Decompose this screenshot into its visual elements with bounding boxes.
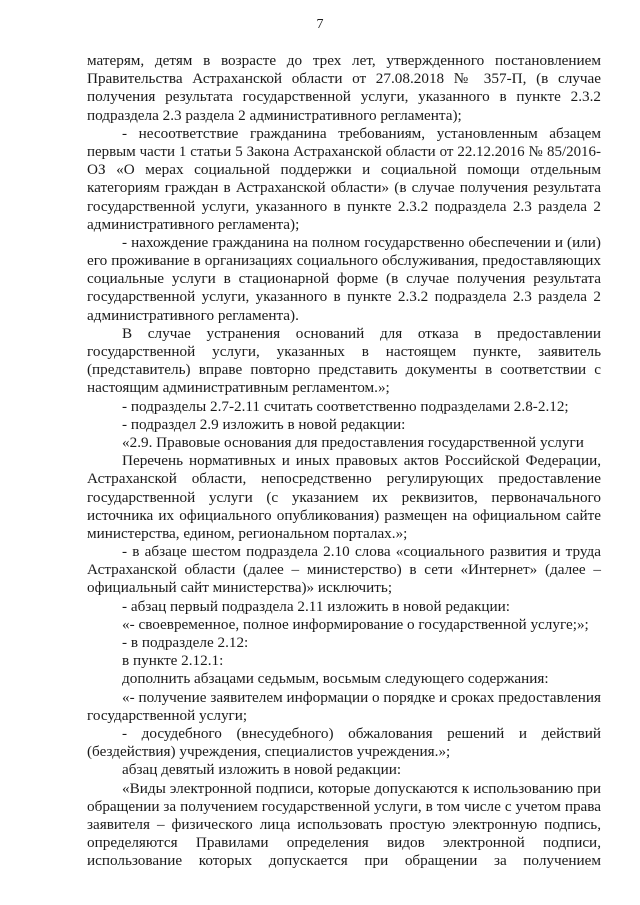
text-line: Астраханской области (далее – министерство) в сети «Интернет» (далее – <box>87 561 601 579</box>
text-line: государственной услуги (с указанием их реквизитов, первоначального <box>87 488 601 506</box>
text-line: социальные услуги в стационарной форме (в случае получения результата <box>87 270 601 288</box>
text-line: государственной услуги, указанного в пункте 2.3.2 подраздела 2.3 раздела 2 <box>87 197 601 215</box>
text-line: категориям граждан в Астраханской области» (в случае получения результата <box>87 179 601 197</box>
text-line: «- получение заявителем информации о порядке и сроках предоставления <box>122 688 601 706</box>
text-line: «- своевременное, полное информирование о государственной услуге;»; <box>122 615 589 633</box>
text-line: Астраханской области, непосредственно регулирующих предоставление <box>87 470 601 488</box>
text-line: использование которых допускается при обращении за получением <box>87 852 601 870</box>
text-line: - абзац первый подраздела 2.11 изложить в новой редакции: <box>122 597 510 615</box>
text-line: - досудебного (внесудебного) обжалования решений и действий <box>122 724 601 742</box>
text-line: - подраздел 2.9 изложить в новой редакции: <box>122 415 406 433</box>
text-line: подраздела 2.3 раздела 2 административного регламента); <box>87 106 462 124</box>
text-line: обращении за получением государственной услуги, в том числе с учетом права <box>87 797 601 815</box>
text-line: ОЗ «О мерах социальной поддержки и социальной помощи отдельным <box>87 161 601 179</box>
text-line: - в абзаце шестом подраздела 2.10 слова «социального развития и труда <box>122 543 601 561</box>
text-line: источника их официального опубликования) размещен на официальном сайте <box>87 506 601 524</box>
text-line: в пункте 2.12.1: <box>122 652 224 670</box>
text-line: государственной услуги, указанного в пункте 2.3.2 подраздела 2.3 раздела 2 <box>87 288 601 306</box>
text-line: настоящим административным регламентом.»; <box>87 379 390 397</box>
text-line: абзац девятый изложить в новой редакции: <box>122 761 402 779</box>
text-line: официальный сайт министерства)» исключить; <box>87 579 393 597</box>
text-line: (представитель) вправе повторно представить документы в соответствии с <box>87 361 601 379</box>
body-text <box>87 52 601 870</box>
text-line: заявителя – физического лица использовать простую электронную подпись, <box>87 815 601 833</box>
text-line: получения результата государственной услуги, указанного в пункте 2.3.2 <box>87 88 601 106</box>
text-line: (бездействия) учреждения, специалистов учреждения.»; <box>87 743 451 761</box>
text-line: министерства, едином, региональном порталах.»; <box>87 524 408 542</box>
text-line: определяются Правилами определения видов электронной подписи, <box>87 834 601 852</box>
text-line: Перечень нормативных и иных правовых актов Российской Федерации, <box>122 452 601 470</box>
text-line: - в подразделе 2.12: <box>122 634 249 651</box>
text-line: первым части 1 статьи 5 Закона Астраханской области от 22.12.2016 № 85/2016- <box>87 143 601 160</box>
text-line: государственной услуги; <box>87 706 248 724</box>
text-line: административного регламента). <box>87 306 299 324</box>
text-line: В случае устранения оснований для отказа в предоставлении <box>122 324 601 342</box>
page-number: 7 <box>316 17 324 32</box>
text-line: государственной услуги, указанных в настоящем пункте, заявитель <box>87 343 601 360</box>
text-line: Правительства Астраханской области от 27.08.2018 № 357-П, (в случае <box>87 70 601 88</box>
text-line: - нахождение гражданина на полном государственно обеспечении и (или) <box>122 233 601 251</box>
text-line: матерям, детям в возрасте до трех лет, утвержденного постановлением <box>87 52 601 69</box>
text-line: - подразделы 2.7-2.11 считать соответственно подразделами 2.8-2.12; <box>122 397 569 415</box>
text-line: административного регламента); <box>87 215 300 233</box>
text-line: дополнить абзацами седьмым, восьмым следующего содержания: <box>122 670 549 688</box>
text-line: - несоответствие гражданина требованиям, установленным абзацем <box>122 124 601 142</box>
text-line: «2.9. Правовые основания для предоставления государственной услуги <box>122 433 584 451</box>
text-line: «Виды электронной подписи, которые допускаются к использованию при <box>122 779 601 797</box>
text-line: его проживание в организациях социального обслуживания, предоставляющих <box>87 252 601 270</box>
